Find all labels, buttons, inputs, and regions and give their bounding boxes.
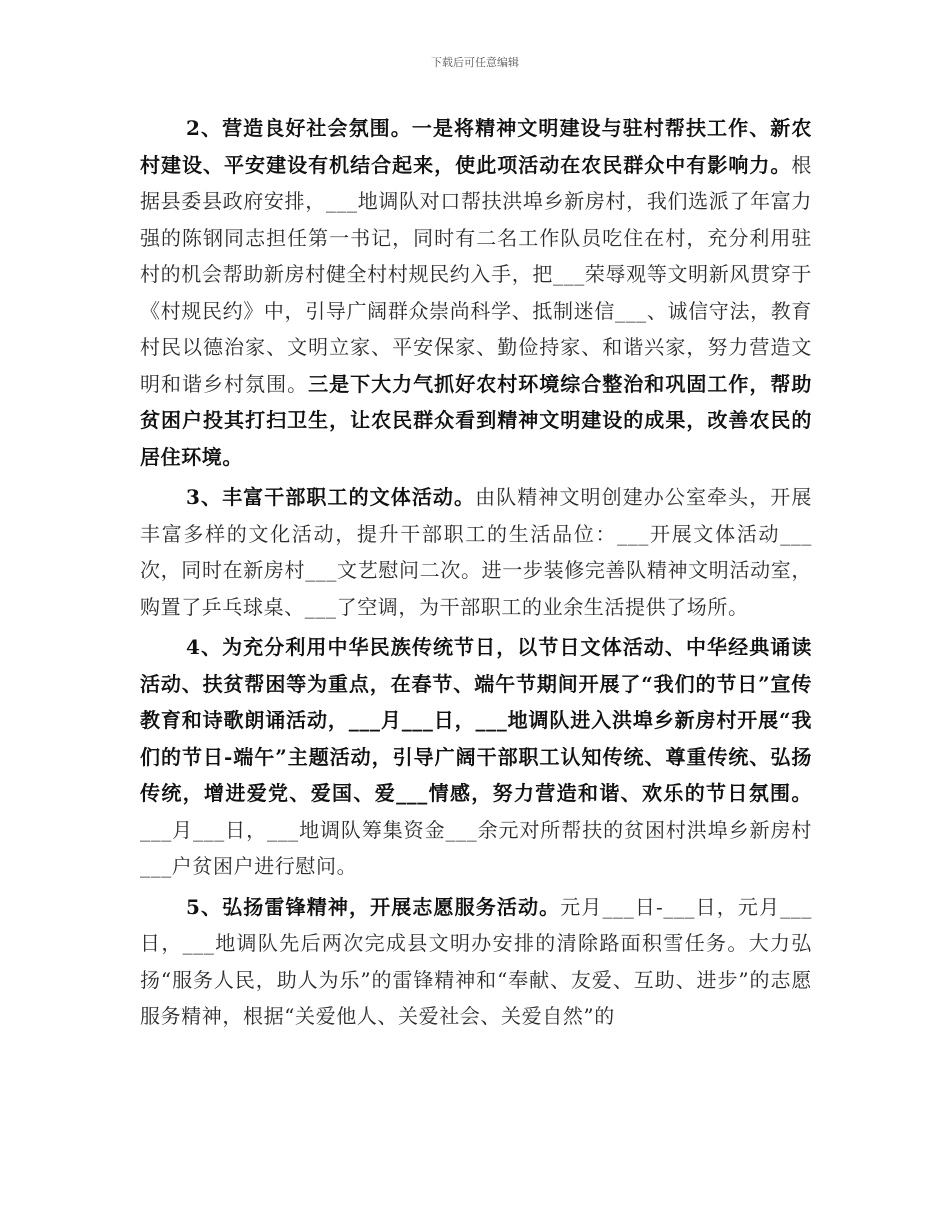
paragraph-2 <box>140 110 812 475</box>
paragraph-2-body: 根据县委县政府安排，___地调队对口帮扶洪埠乡新房村，我们选派了年富力强的陈钢同志担任第一书记，同时有二名工作队员吃住在村，充分利用驻村的机会帮助新房村健全村村规民约入手，把___荣辱观等文明新风贯穿于《村规民约》中，引导广阔群众崇尚科学、抵制迷信___、诚信守法，教育村民以德治家、文明立家、平安保家、勤俭持家、和谐兴家，努力营造文明和谐乡村氛围。 <box>140 152 812 396</box>
paragraph-3-heading: 3、丰富干部职工的文体活动。 <box>186 485 476 509</box>
paragraph-5-body: 元月___日-___日，元月___日，___地调队先后两次完成县文明办安排的清除路面积雪任务。大力弘扬“服务人民，助人为乐”的雷锋精神和“奉献、友爱、互助、进步”的志愿服务精神，根据“关爱他人、关爱社会、关爱自然”的 <box>140 894 812 1028</box>
page-header: 下载后可任意编辑 <box>431 56 519 69</box>
paragraph-3 <box>140 479 812 625</box>
paragraph-4 <box>140 629 812 885</box>
paragraph-5-heading: 5、弘扬雷锋精神，开展志愿服务活动。 <box>186 894 561 919</box>
paragraph-5 <box>140 889 812 1035</box>
paragraph-4-body: ___月___日，___地调队筹集资金___余元对所帮扶的贫困村洪埠乡新房村___户贫困户进行慰问。 <box>140 817 812 878</box>
paragraph-3-body: 由队精神文明创建办公室牵头，开展丰富多样的文化活动，提升干部职工的生活品位：___开展文体活动___次，同时在新房村___文艺慰问二次。进一步装修完善队精神文明活动室，购置了乒乓球桌、___了空调，为干部职工的业余生活提供了场所。 <box>140 485 812 619</box>
document-body <box>140 110 812 1039</box>
paragraph-2-heading: 2、营造良好社会氛围。一是将精神文明建设与驻村帮扶工作、新农村建设、平安建设有机结合起来，使此项活动在农民群众中有影响力。 <box>140 116 812 177</box>
paragraph-2-emphasis: 三是下大力气抓好农村环境综合整治和巩固工作，帮助贫困户投其打扫卫生，让农民群众看到精神文明建设的成果，改善农民的居住环境。 <box>140 371 812 469</box>
paragraph-4-heading: 4、为充分利用中华民族传统节日，以节日文体活动、中华经典诵读活动、扶贫帮困等为重点，在春节、端午节期间开展了“我们的节日”宣传教育和诗歌朗诵活动，___月___日，___地调队进入洪埠乡新房村开展“我们的节日-端午”主题活动，引导广阔干部职工认知传统、尊重传统、弘扬传统，增进爱党、爱国、爱___情感，努力营造和谐、欢乐的节日氛围。 <box>140 635 812 805</box>
